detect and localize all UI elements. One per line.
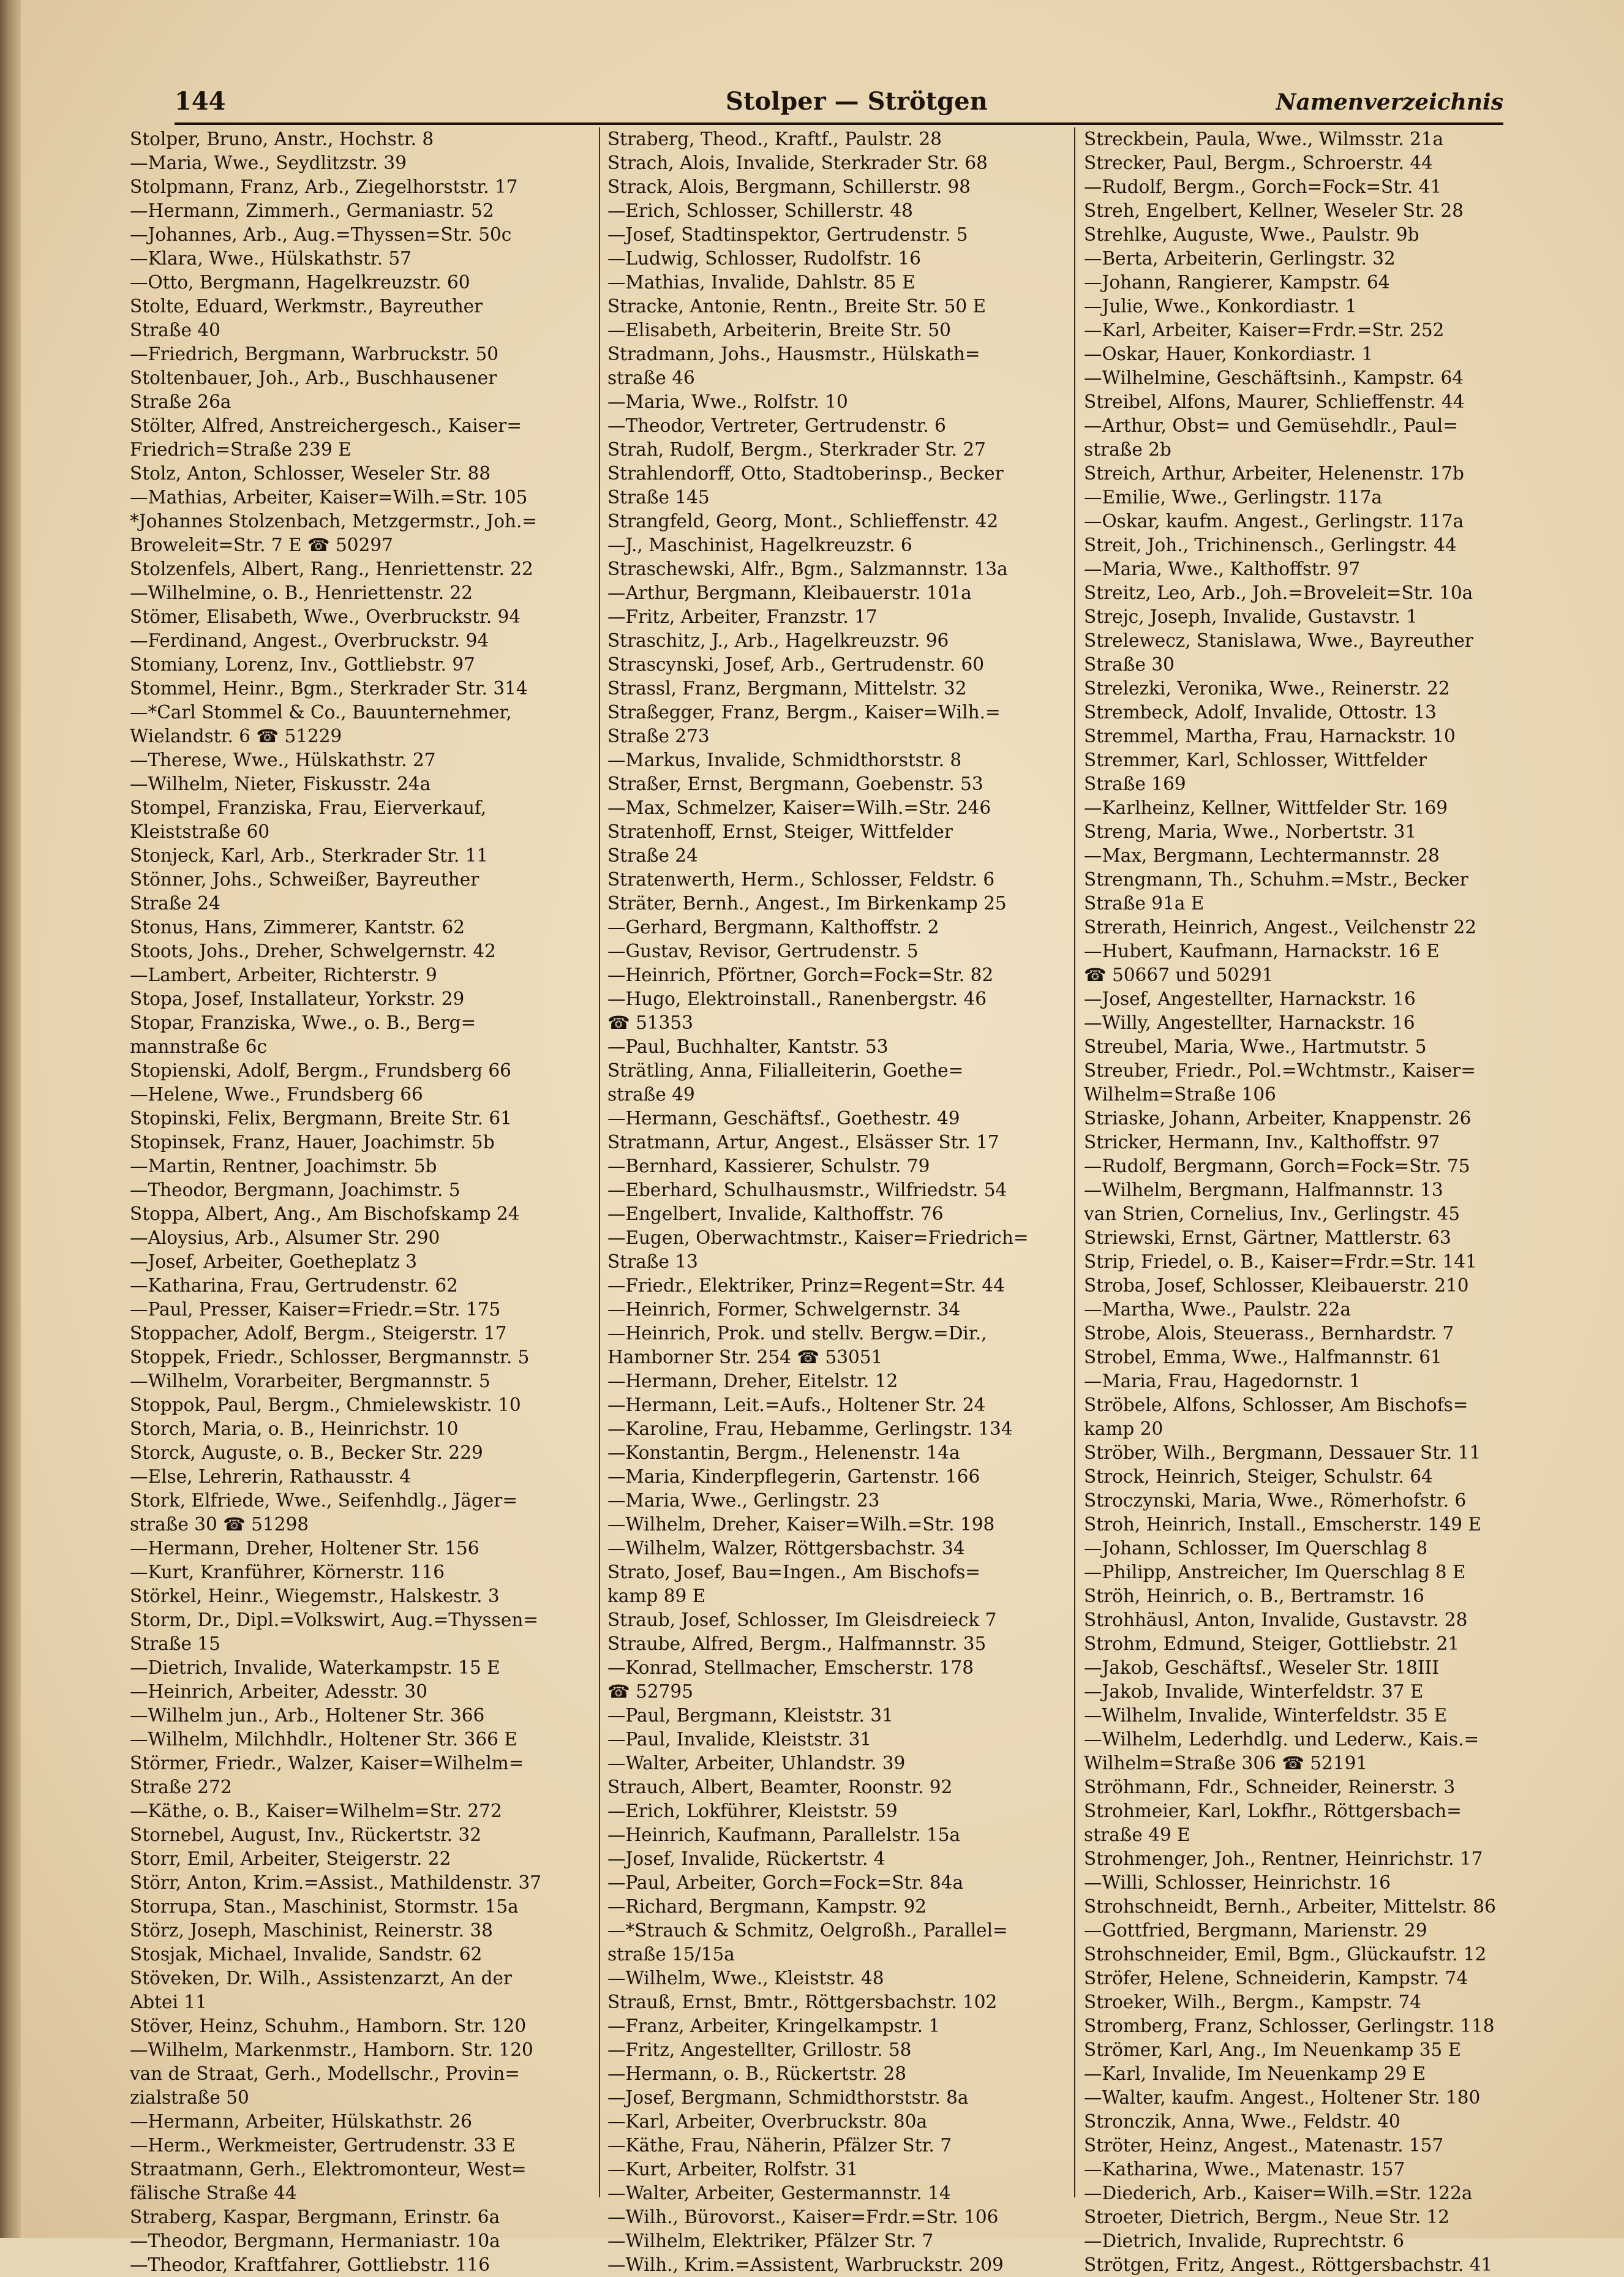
directory-entry-line: Stroeker, Wilh., Bergm., Kampstr. 74	[1084, 1992, 1421, 2012]
directory-entry-line: Straatmann, Gerh., Elektromonteur, West=	[130, 2159, 527, 2180]
directory-entry-line: —Friedr., Elektriker, Prinz=Regent=Str. 44	[607, 1275, 1005, 1296]
directory-entry-line: —Wilhelm, Nieter, Fiskusstr. 24a	[130, 773, 431, 794]
directory-entry-line: Straße 30	[1084, 654, 1175, 675]
directory-entry-line: —Kurt, Kranführer, Körnerstr. 116	[130, 1562, 445, 1583]
directory-entry-line: Straße 40	[130, 320, 220, 341]
directory-entry-line: —Erich, Lokführer, Kleiststr. 59	[607, 1801, 898, 1821]
directory-entry-line: —Jakob, Geschäftsf., Weseler Str. 18III	[1084, 1657, 1439, 1678]
directory-entry-line: straße 46	[607, 367, 695, 388]
directory-entry-line: Strip, Friedel, o. B., Kaiser=Frdr.=Str. 141	[1084, 1251, 1477, 1272]
directory-entry-line: Stopienski, Adolf, Bergm., Frundsberg 66	[130, 1060, 511, 1081]
directory-entry-line: ☎ 51353	[607, 1012, 693, 1033]
directory-entry-line: Hamborner Str. 254 ☎ 53051	[607, 1347, 883, 1368]
directory-entry-line: Stroh, Heinrich, Install., Emscherstr. 149 E	[1084, 1514, 1481, 1535]
directory-entry-line: Straschewski, Alfr., Bgm., Salzmannstr. 13a	[607, 559, 1008, 579]
directory-entry-line: Stöveken, Dr. Wilh., Assistenzarzt, An der	[130, 1968, 513, 1989]
directory-entry-line: —Wilhelm, Elektriker, Pfälzer Str. 7	[607, 2230, 934, 2251]
directory-entry-line: straße 15/15a	[607, 1944, 735, 1965]
directory-entry-line: —Maria, Kinderpflegerin, Gartenstr. 166	[607, 1466, 980, 1487]
directory-entry-line: —Berta, Arbeiterin, Gerlingstr. 32	[1084, 248, 1396, 269]
directory-entry-line: Strohmeier, Karl, Lokfhr., Röttgersbach=	[1084, 1801, 1462, 1821]
directory-entry-line: —Paul, Invalide, Kleiststr. 31	[607, 1729, 872, 1750]
directory-entry-line: Störmer, Friedr., Walzer, Kaiser=Wilhelm=	[130, 1753, 524, 1774]
directory-entry-line: —Dietrich, Invalide, Ruprechtstr. 6	[1084, 2230, 1404, 2251]
directory-entry-line: Ströfer, Helene, Schneiderin, Kampstr. 74	[1084, 1968, 1468, 1989]
directory-entry-line: —Elisabeth, Arbeiterin, Breite Str. 50	[607, 320, 951, 341]
directory-entry-line: Stopar, Franziska, Wwe., o. B., Berg=	[130, 1012, 476, 1033]
directory-entry-line: Stradmann, Johs., Hausmstr., Hülskath=	[607, 344, 980, 364]
directory-entry-line: —Theodor, Bergmann, Joachimstr. 5	[130, 1180, 461, 1200]
directory-entry-line: —Josef, Invalide, Rückertstr. 4	[607, 1848, 885, 1869]
directory-entry-line: Streitz, Leo, Arb., Joh.=Broveleit=Str. 10a	[1084, 582, 1473, 603]
directory-entry-line: Strötgen, Fritz, Angest., Röttgersbachstr. 41	[1084, 2254, 1493, 2275]
directory-entry-line: —Max, Bergmann, Lechtermannstr. 28	[1084, 845, 1440, 866]
directory-entry-line: —Hugo, Elektroinstall., Ranenbergstr. 46	[607, 988, 987, 1009]
directory-entry-line: Kleiststraße 60	[130, 821, 270, 842]
directory-entry-line: —Wilh., Krim.=Assistent, Warbruckstr. 209	[607, 2254, 1004, 2275]
directory-entry-line: van de Straat, Gerh., Modellschr., Provin=	[130, 2063, 520, 2084]
directory-entry-line: —Markus, Invalide, Schmidthorststr. 8	[607, 750, 962, 770]
page-number: 144	[175, 87, 226, 116]
directory-entry-line: Storrupa, Stan., Maschinist, Stormstr. 15a	[130, 1896, 519, 1917]
directory-entry-line: Stonus, Hans, Zimmerer, Kantstr. 62	[130, 917, 465, 938]
directory-entry-line: Stommel, Heinr., Bgm., Sterkrader Str. 314	[130, 678, 528, 699]
directory-entry-line: —Philipp, Anstreicher, Im Querschlag 8 E	[1084, 1562, 1466, 1583]
directory-entry-line: Straberg, Kaspar, Bergmann, Erinstr. 6a	[130, 2207, 500, 2227]
directory-entry-line: Stracke, Antonie, Rentn., Breite Str. 50 E	[607, 296, 987, 317]
directory-entry-line: —Klara, Wwe., Hülskathstr. 57	[130, 248, 412, 269]
directory-entry-line: Stolte, Eduard, Werkmstr., Bayreuther	[130, 296, 483, 317]
directory-entry-line: Storm, Dr., Dipl.=Volkswirt, Aug.=Thyssen=	[130, 1609, 539, 1630]
directory-entry-line: —Wilhelm, Markenmstr., Hamborn. Str. 120	[130, 2039, 533, 2060]
directory-entry-line: —Fritz, Angestellter, Grillostr. 58	[607, 2039, 912, 2060]
directory-entry-line: Straub, Josef, Schlosser, Im Gleisdreieck 7	[607, 1609, 997, 1630]
directory-entry-line: —Bernhard, Kassierer, Schulstr. 79	[607, 1156, 930, 1176]
page-header	[175, 85, 1503, 125]
directory-entry-line: Streuber, Friedr., Pol.=Wchtmstr., Kaiser=	[1084, 1060, 1476, 1081]
directory-entry-line: —Eberhard, Schulhausmstr., Wilfriedstr. 54	[607, 1180, 1007, 1200]
directory-entry-line: —Heinrich, Pförtner, Gorch=Fock=Str. 82	[607, 965, 994, 985]
directory-entry-line: —*Strauch & Schmitz, Oelgroßh., Parallel=	[607, 1920, 1008, 1941]
directory-entry-line: zialstraße 50	[130, 2087, 249, 2108]
directory-entry-line: —Richard, Bergmann, Kampstr. 92	[607, 1896, 927, 1917]
directory-entry-line: —Theodor, Bergmann, Hermaniastr. 10a	[130, 2230, 500, 2251]
directory-entry-line: —Josef, Angestellter, Harnackstr. 16	[1084, 988, 1416, 1009]
directory-entry-line: —Willi, Schlosser, Heinrichstr. 16	[1084, 1872, 1391, 1893]
directory-entry-line: —Heinrich, Arbeiter, Adesstr. 30	[130, 1681, 427, 1702]
directory-entry-line: Straßer, Ernst, Bergmann, Goebenstr. 53	[607, 773, 983, 794]
directory-entry-line: —Erich, Schlosser, Schillerstr. 48	[607, 200, 913, 221]
directory-entry-line: Streit, Joh., Trichinensch., Gerlingstr. 44	[1084, 535, 1457, 555]
directory-entry-line: kamp 89 E	[607, 1586, 706, 1606]
directory-entry-line: —Katharina, Frau, Gertrudenstr. 62	[130, 1275, 458, 1296]
directory-entry-line: —Oskar, Hauer, Konkordiastr. 1	[1084, 344, 1374, 364]
directory-entry-line: Stoppa, Albert, Ang., Am Bischofskamp 24	[130, 1203, 520, 1224]
directory-entry-line: Stölter, Alfred, Anstreichergesch., Kaiser=	[130, 415, 522, 436]
directory-entry-line: Friedrich=Straße 239 E	[130, 439, 351, 460]
directory-entry-line: —Wilhelm jun., Arb., Holtener Str. 366	[130, 1705, 485, 1726]
directory-entry-line: Straße 24	[130, 893, 220, 914]
directory-entry-line: Strohm, Edmund, Steiger, Gottliebstr. 21	[1084, 1633, 1459, 1654]
directory-column-1	[130, 127, 588, 2275]
directory-entry-line: straße 30 ☎ 51298	[130, 1514, 309, 1535]
directory-entry-line: Straße 26a	[130, 391, 231, 412]
section-title: Namenverzeichnis	[1276, 89, 1503, 115]
directory-entry-line: —Maria, Wwe., Gerlingstr. 23	[607, 1490, 880, 1511]
directory-entry-line: —Maria, Frau, Hagedornstr. 1	[1084, 1371, 1361, 1391]
directory-entry-line: —Hubert, Kaufmann, Harnackstr. 16 E	[1084, 941, 1440, 962]
directory-entry-line: —Maria, Wwe., Rolfstr. 10	[607, 391, 848, 412]
directory-entry-line: —Karoline, Frau, Hebamme, Gerlingstr. 134	[607, 1418, 1013, 1439]
directory-entry-line: Stopinsek, Franz, Hauer, Joachimstr. 5b	[130, 1132, 495, 1153]
directory-entry-line: Strato, Josef, Bau=Ingen., Am Bischofs=	[607, 1562, 980, 1583]
directory-entry-line: —Gottfried, Bergmann, Marienstr. 29	[1084, 1920, 1427, 1941]
directory-entry-line: straße 49	[607, 1084, 695, 1105]
directory-entry-line: Strerath, Heinrich, Angest., Veilchenstr 22	[1084, 917, 1477, 938]
directory-entry-line: —Gustav, Revisor, Gertrudenstr. 5	[607, 941, 919, 962]
directory-entry-line: —Walter, Arbeiter, Gestermannstr. 14	[607, 2183, 951, 2204]
directory-entry-line: —Franz, Arbeiter, Kringelkampstr. 1	[607, 2015, 941, 2036]
directory-entry-line: Strejc, Joseph, Invalide, Gustavstr. 1	[1084, 606, 1418, 627]
directory-entry-line: —Helene, Wwe., Frundsberg 66	[130, 1084, 423, 1105]
directory-entry-line: —Fritz, Arbeiter, Franzstr. 17	[607, 606, 878, 627]
directory-entry-line: Stonjeck, Karl, Arb., Sterkrader Str. 11	[130, 845, 489, 866]
directory-entry-line: Wilhelm=Straße 106	[1084, 1084, 1276, 1105]
directory-entry-line: —Wilhelm, Vorarbeiter, Bergmannstr. 5	[130, 1371, 491, 1391]
directory-entry-line: Straße 272	[130, 1777, 232, 1797]
directory-entry-line: Straube, Alfred, Bergm., Halfmannstr. 35	[607, 1633, 987, 1654]
directory-entry-line: Stönner, Johs., Schweißer, Bayreuther	[130, 869, 479, 890]
directory-entry-line: Stolz, Anton, Schlosser, Weseler Str. 88	[130, 463, 491, 484]
directory-entry-line: —Josef, Arbeiter, Goetheplatz 3	[130, 1251, 417, 1272]
directory-entry-line: —Willy, Angestellter, Harnackstr. 16	[1084, 1012, 1415, 1033]
column-divider	[1074, 127, 1075, 2197]
directory-entry-line: —Eugen, Oberwachtmstr., Kaiser=Friedrich=	[607, 1227, 1029, 1248]
directory-entry-line: —Maria, Wwe., Kalthoffstr. 97	[1084, 559, 1361, 579]
directory-entry-line: Striewski, Ernst, Gärtner, Mattlerstr. 63	[1084, 1227, 1451, 1248]
directory-entry-line: Stoltenbauer, Joh., Arb., Buschhausener	[130, 367, 497, 388]
directory-entry-line: —Johannes, Arb., Aug.=Thyssen=Str. 50c	[130, 224, 512, 245]
directory-entry-line: Strack, Alois, Bergmann, Schillerstr. 98	[607, 176, 971, 197]
directory-entry-line: Strecker, Paul, Bergm., Schroerstr. 44	[1084, 152, 1433, 173]
directory-entry-line: Strätling, Anna, Filialleiterin, Goethe=	[607, 1060, 964, 1081]
directory-entry-line: —Theodor, Vertreter, Gertrudenstr. 6	[607, 415, 946, 436]
directory-entry-line: —Karl, Invalide, Im Neuenkamp 29 E	[1084, 2063, 1426, 2084]
directory-entry-line: Stolper, Bruno, Anstr., Hochstr. 8	[130, 129, 434, 149]
directory-entry-line: Straße 91a E	[1084, 893, 1205, 914]
directory-entry-line: —Hermann, Arbeiter, Hülskathstr. 26	[130, 2111, 472, 2132]
directory-entry-line: Stomiany, Lorenz, Inv., Gottliebstr. 97	[130, 654, 475, 675]
directory-entry-line: —Josef, Bergmann, Schmidthorststr. 8a	[607, 2087, 969, 2108]
page-binding-edge	[0, 0, 21, 2238]
directory-entry-line: Stromberg, Franz, Schlosser, Gerlingstr. 118	[1084, 2015, 1495, 2036]
directory-entry-line: Stompel, Franziska, Frau, Eierverkauf,	[130, 797, 487, 818]
directory-entry-line: Sträter, Bernh., Angest., Im Birkenkamp 25	[607, 893, 1007, 914]
directory-entry-line: —Jakob, Invalide, Winterfeldstr. 37 E	[1084, 1681, 1424, 1702]
directory-entry-line: —Otto, Bergmann, Hagelkreuzstr. 60	[130, 272, 470, 293]
directory-entry-line: Straße 15	[130, 1633, 220, 1654]
directory-entry-line: —Maria, Wwe., Seydlitzstr. 39	[130, 152, 407, 173]
directory-entry-line: —Paul, Arbeiter, Gorch=Fock=Str. 84a	[607, 1872, 964, 1893]
directory-entry-line: —Johann, Schlosser, Im Querschlag 8	[1084, 1538, 1428, 1559]
directory-entry-line: Stork, Elfriede, Wwe., Seifenhdlg., Jäger=	[130, 1490, 518, 1511]
directory-entry-line: Strelewecz, Stanislawa, Wwe., Bayreuther	[1084, 630, 1473, 651]
directory-entry-line: —Heinrich, Former, Schwelgernstr. 34	[607, 1299, 961, 1320]
directory-entry-line: Strauß, Ernst, Bmtr., Röttgersbachstr. 102	[607, 1992, 998, 2012]
directory-entry-line: —Arthur, Bergmann, Kleibauerstr. 101a	[607, 582, 972, 603]
directory-entry-line: —Therese, Wwe., Hülskathstr. 27	[130, 750, 436, 770]
directory-entry-line: Streibel, Alfons, Maurer, Schlieffenstr. 44	[1084, 391, 1465, 412]
directory-entry-line: Strock, Heinrich, Steiger, Schulstr. 64	[1084, 1466, 1433, 1487]
directory-entry-line: Ströhmann, Fdr., Schneider, Reinerstr. 3	[1084, 1777, 1456, 1797]
directory-entry-line: Stoppok, Paul, Bergm., Chmielewskistr. 10	[130, 1394, 521, 1415]
directory-entry-line: Stopinski, Felix, Bergmann, Breite Str. 61	[130, 1108, 512, 1129]
directory-entry-line: —Wilhelmine, Geschäftsinh., Kampstr. 64	[1084, 367, 1464, 388]
directory-entry-line: Ströbele, Alfons, Schlosser, Am Bischofs=	[1084, 1394, 1468, 1415]
directory-entry-line: Ströter, Heinz, Angest., Matenastr. 157	[1084, 2135, 1444, 2156]
directory-entry-line: —Mathias, Arbeiter, Kaiser=Wilh.=Str. 105	[130, 487, 528, 508]
directory-entry-line: —Hermann, Zimmerh., Germaniastr. 52	[130, 200, 494, 221]
directory-entry-line: Strah, Rudolf, Bergm., Sterkrader Str. 27	[607, 439, 986, 460]
directory-entry-line: —Wilh., Bürovorst., Kaiser=Frdr.=Str. 106	[607, 2207, 999, 2227]
directory-entry-line: Straschitz, J., Arb., Hagelkreuzstr. 96	[607, 630, 949, 651]
directory-entry-line: Stoppek, Friedr., Schlosser, Bergmannstr. 5	[130, 1347, 530, 1368]
directory-entry-line: Straße 13	[607, 1251, 698, 1272]
directory-entry-line: —Wilhelm, Lederhdlg. und Lederw., Kais.=	[1084, 1729, 1479, 1750]
directory-entry-line: —Konrad, Stellmacher, Emscherstr. 178	[607, 1657, 974, 1678]
directory-entry-line: —Hermann, Geschäftsf., Goethestr. 49	[607, 1108, 960, 1129]
directory-entry-line: —Wilhelm, Bergmann, Halfmannstr. 13	[1084, 1180, 1443, 1200]
directory-entry-line: —Martin, Rentner, Joachimstr. 5b	[130, 1156, 437, 1176]
directory-entry-line: Stosjak, Michael, Invalide, Sandstr. 62	[130, 1944, 483, 1965]
directory-entry-line: Straße 169	[1084, 773, 1186, 794]
directory-entry-line: kamp 20	[1084, 1418, 1163, 1439]
directory-entry-line: —Hermann, Dreher, Eitelstr. 12	[607, 1371, 898, 1391]
directory-entry-line: —Hermann, Dreher, Holtener Str. 156	[130, 1538, 479, 1559]
directory-entry-line: Strobe, Alois, Steuerass., Bernhardstr. 7	[1084, 1323, 1454, 1344]
directory-entry-line: Ströber, Wilh., Bergmann, Dessauer Str. 11	[1084, 1442, 1481, 1463]
directory-entry-line: Stolpmann, Franz, Arb., Ziegelhorststr. 17	[130, 176, 518, 197]
directory-entry-line: —Katharina, Wwe., Matenastr. 157	[1084, 2159, 1405, 2180]
directory-entry-line: Stöver, Heinz, Schuhm., Hamborn. Str. 120	[130, 2015, 527, 2036]
directory-entry-line: —Ferdinand, Angest., Overbruckstr. 94	[130, 630, 489, 651]
directory-entry-line: —J., Maschinist, Hagelkreuzstr. 6	[607, 535, 912, 555]
directory-entry-line: —Else, Lehrerin, Rathausstr. 4	[130, 1466, 412, 1487]
directory-column-3	[1084, 127, 1538, 2275]
directory-entry-line: Strehlke, Auguste, Wwe., Paulstr. 9b	[1084, 224, 1419, 245]
directory-entry-line: Strascynski, Josef, Arb., Gertrudenstr. 60	[607, 654, 985, 675]
directory-entry-line: Straße 145	[607, 487, 710, 508]
directory-entry-line: —Hermann, o. B., Rückertstr. 28	[607, 2063, 907, 2084]
directory-entry-line: —Wilhelm, Walzer, Röttgersbachstr. 34	[607, 1538, 965, 1559]
directory-entry-line: Streich, Arthur, Arbeiter, Helenenstr. 17b	[1084, 463, 1464, 484]
directory-entry-line: —Wilhelmine, o. B., Henriettenstr. 22	[130, 582, 473, 603]
directory-entry-line: Stremmer, Karl, Schlosser, Wittfelder	[1084, 750, 1427, 770]
directory-entry-line: —Herm., Werkmeister, Gertrudenstr. 33 E	[130, 2135, 516, 2156]
directory-entry-line: Wielandstr. 6 ☎ 51229	[130, 726, 342, 747]
directory-entry-line: Storr, Emil, Arbeiter, Steigerstr. 22	[130, 1848, 451, 1869]
directory-entry-line: *Johannes Stolzenbach, Metzgermstr., Joh.=	[130, 511, 538, 532]
directory-entry-line: —Käthe, Frau, Näherin, Pfälzer Str. 7	[607, 2135, 952, 2156]
directory-entry-line: —Johann, Rangierer, Kampstr. 64	[1084, 272, 1390, 293]
directory-entry-line: Strohschneider, Emil, Bgm., Glückaufstr. 12	[1084, 1944, 1487, 1965]
directory-entry-line: Streubel, Maria, Wwe., Hartmutstr. 5	[1084, 1036, 1427, 1057]
directory-entry-line: —Wilhelm, Milchhdlr., Holtener Str. 366 E	[130, 1729, 517, 1750]
directory-entry-line: Streng, Maria, Wwe., Norbertstr. 31	[1084, 821, 1417, 842]
directory-entry-line: —Martha, Wwe., Paulstr. 22a	[1084, 1299, 1351, 1320]
directory-entry-line: Abtei 11	[130, 1992, 207, 2012]
directory-entry-line: ☎ 50667 und 50291	[1084, 965, 1274, 985]
directory-entry-line: —Theodor, Kraftfahrer, Gottliebstr. 116	[130, 2254, 490, 2275]
directory-entry-line: —Karl, Arbeiter, Kaiser=Frdr.=Str. 252	[1084, 320, 1445, 341]
directory-entry-line: van Strien, Cornelius, Inv., Gerlingstr. 45	[1084, 1203, 1460, 1224]
directory-entry-line: —Kurt, Arbeiter, Rolfstr. 31	[607, 2159, 859, 2180]
directory-entry-line: Straberg, Theod., Kraftf., Paulstr. 28	[607, 129, 942, 149]
directory-entry-line: —Wilhelm, Invalide, Winterfeldstr. 35 E	[1084, 1705, 1448, 1726]
directory-entry-line: Ströh, Heinrich, o. B., Bertramstr. 16	[1084, 1586, 1424, 1606]
directory-entry-line: Storch, Maria, o. B., Heinrichstr. 10	[130, 1418, 459, 1439]
directory-entry-line: Strembeck, Adolf, Invalide, Ottostr. 13	[1084, 702, 1437, 723]
directory-entry-line: Stricker, Hermann, Inv., Kalthoffstr. 97	[1084, 1132, 1440, 1153]
directory-entry-line: ☎ 52795	[607, 1681, 693, 1702]
directory-entry-line: —Heinrich, Kaufmann, Parallelstr. 15a	[607, 1824, 961, 1845]
directory-entry-line: —Gerhard, Bergmann, Kalthoffstr. 2	[607, 917, 939, 938]
directory-entry-line: Strach, Alois, Invalide, Sterkrader Str. 68	[607, 152, 988, 173]
directory-entry-line: —Arthur, Obst= und Gemüsehdlr., Paul=	[1084, 415, 1458, 436]
directory-entry-line: Strelezki, Veronika, Wwe., Reinerstr. 22	[1084, 678, 1450, 699]
directory-entry-line: —Wilhelm, Dreher, Kaiser=Wilh.=Str. 198	[607, 1514, 995, 1535]
directory-entry-line: —*Carl Stommel & Co., Bauunternehmer,	[130, 702, 512, 723]
directory-entry-line: —Paul, Buchhalter, Kantstr. 53	[607, 1036, 889, 1057]
directory-entry-line: Stremmel, Martha, Frau, Harnackstr. 10	[1084, 726, 1456, 747]
directory-entry-line: Broweleit=Str. 7 E ☎ 50297	[130, 535, 393, 555]
directory-entry-line: —Aloysius, Arb., Alsumer Str. 290	[130, 1227, 440, 1248]
directory-entry-line: Stömer, Elisabeth, Wwe., Overbruckstr. 94	[130, 606, 521, 627]
directory-entry-line: Störkel, Heinr., Wiegemstr., Halskestr. 3	[130, 1586, 500, 1606]
directory-entry-line: —Engelbert, Invalide, Kalthoffstr. 76	[607, 1203, 944, 1224]
directory-entry-line: Straße 24	[607, 845, 698, 866]
directory-entry-line: —Rudolf, Bergm., Gorch=Fock=Str. 41	[1084, 176, 1442, 197]
directory-entry-line: —Rudolf, Bergmann, Gorch=Fock=Str. 75	[1084, 1156, 1470, 1176]
directory-entry-line: —Konstantin, Bergm., Helenenstr. 14a	[607, 1442, 960, 1463]
directory-entry-line: Strohmenger, Joh., Rentner, Heinrichstr. 17	[1084, 1848, 1483, 1869]
directory-entry-line: Stroczynski, Maria, Wwe., Römerhofstr. 6	[1084, 1490, 1467, 1511]
directory-entry-line: Strohschneidt, Bernh., Arbeiter, Mittelstr. 86	[1084, 1896, 1496, 1917]
directory-entry-line: —Karlheinz, Kellner, Wittfelder Str. 169	[1084, 797, 1448, 818]
directory-entry-line: fälische Straße 44	[130, 2183, 297, 2204]
name-range: Stolper — Strötgen	[726, 87, 988, 116]
directory-entry-line: Stroeter, Dietrich, Bergm., Neue Str. 12	[1084, 2207, 1450, 2227]
directory-entry-line: —Wilhelm, Wwe., Kleiststr. 48	[607, 1968, 884, 1989]
directory-entry-line: Straßegger, Franz, Bergm., Kaiser=Wilh.=	[607, 702, 1001, 723]
directory-entry-line: Stroba, Josef, Schlosser, Kleibauerstr. 210	[1084, 1275, 1469, 1296]
directory-entry-line: Stopa, Josef, Installateur, Yorkstr. 29	[130, 988, 465, 1009]
directory-entry-line: Strangfeld, Georg, Mont., Schlieffenstr. 42	[607, 511, 999, 532]
directory-entry-line: —Emilie, Wwe., Gerlingstr. 117a	[1084, 487, 1383, 508]
directory-entry-line: Stolzenfels, Albert, Rang., Henriettenstr. 22	[130, 559, 533, 579]
directory-entry-line: straße 49 E	[1084, 1824, 1190, 1845]
directory-entry-line: —Oskar, kaufm. Angest., Gerlingstr. 117a	[1084, 511, 1464, 532]
directory-entry-line: Strengmann, Th., Schuhm.=Mstr., Becker	[1084, 869, 1468, 890]
directory-entry-line: —Paul, Presser, Kaiser=Friedr.=Str. 175	[130, 1299, 501, 1320]
directory-entry-line: —Friedrich, Bergmann, Warbruckstr. 50	[130, 344, 499, 364]
directory-entry-line: —Josef, Stadtinspektor, Gertrudenstr. 5	[607, 224, 968, 245]
directory-entry-line: Störr, Anton, Krim.=Assist., Mathildenstr. 37	[130, 1872, 542, 1893]
directory-entry-line: Storck, Auguste, o. B., Becker Str. 229	[130, 1442, 483, 1463]
directory-entry-line: Stronczik, Anna, Wwe., Feldstr. 40	[1084, 2111, 1400, 2132]
directory-entry-line: Strassl, Franz, Bergmann, Mittelstr. 32	[607, 678, 967, 699]
directory-entry-line: —Walter, kaufm. Angest., Holtener Str. 180	[1084, 2087, 1481, 2108]
directory-entry-line: Strohhäusl, Anton, Invalide, Gustavstr. 28	[1084, 1609, 1468, 1630]
directory-entry-line: Stratenhoff, Ernst, Steiger, Wittfelder	[607, 821, 953, 842]
directory-entry-line: —Dietrich, Invalide, Waterkampstr. 15 E	[130, 1657, 500, 1678]
directory-entry-line: —Mathias, Invalide, Dahlstr. 85 E	[607, 272, 915, 293]
directory-entry-line: —Käthe, o. B., Kaiser=Wilhelm=Str. 272	[130, 1801, 502, 1821]
directory-entry-line: Stratenwerth, Herm., Schlosser, Feldstr. 6	[607, 869, 995, 890]
directory-entry-line: —Diederich, Arb., Kaiser=Wilh.=Str. 122a	[1084, 2183, 1473, 2204]
directory-entry-line: Striaske, Johann, Arbeiter, Knappenstr. 26	[1084, 1108, 1472, 1129]
directory-entry-line: —Julie, Wwe., Konkordiastr. 1	[1084, 296, 1357, 317]
directory-entry-line: —Heinrich, Prok. und stellv. Bergw.=Dir.,	[607, 1323, 987, 1344]
directory-entry-line: Strömer, Karl, Ang., Im Neuenkamp 35 E	[1084, 2039, 1462, 2060]
directory-entry-line: Strobel, Emma, Wwe., Halfmannstr. 61	[1084, 1347, 1442, 1368]
directory-entry-line: mannstraße 6c	[130, 1036, 268, 1057]
directory-entry-line: Stornebel, August, Inv., Rückertstr. 32	[130, 1824, 481, 1845]
directory-entry-line: —Walter, Arbeiter, Uhlandstr. 39	[607, 1753, 906, 1774]
directory-entry-line: —Lambert, Arbeiter, Richterstr. 9	[130, 965, 437, 985]
directory-entry-line: Wilhelm=Straße 306 ☎ 52191	[1084, 1753, 1368, 1774]
directory-entry-line: Störz, Joseph, Maschinist, Reinerstr. 38	[130, 1920, 493, 1941]
directory-entry-line: Streh, Engelbert, Kellner, Weseler Str. 28	[1084, 200, 1464, 221]
directory-entry-line: —Karl, Arbeiter, Overbruckstr. 80a	[607, 2111, 928, 2132]
directory-column-2	[607, 127, 1063, 2275]
directory-entry-line: —Max, Schmelzer, Kaiser=Wilh.=Str. 246	[607, 797, 991, 818]
directory-entry-line: Streckbein, Paula, Wwe., Wilmsstr. 21a	[1084, 129, 1444, 149]
directory-entry-line: Stoots, Johs., Dreher, Schwelgernstr. 42	[130, 941, 496, 962]
directory-entry-line: Strauch, Albert, Beamter, Roonstr. 92	[607, 1777, 953, 1797]
directory-entry-line: straße 2b	[1084, 439, 1171, 460]
directory-entry-line: Stratmann, Artur, Angest., Elsässer Str. 17	[607, 1132, 999, 1153]
directory-entry-line: —Paul, Bergmann, Kleiststr. 31	[607, 1705, 893, 1726]
directory-entry-line: Strahlendorff, Otto, Stadtoberinsp., Becker	[607, 463, 1004, 484]
directory-entry-line: —Ludwig, Schlosser, Rudolfstr. 16	[607, 248, 921, 269]
directory-entry-line: Straße 273	[607, 726, 710, 747]
directory-entry-line: Stoppacher, Adolf, Bergm., Steigerstr. 17	[130, 1323, 507, 1344]
directory-entry-line: —Hermann, Leit.=Aufs., Holtener Str. 24	[607, 1394, 986, 1415]
column-divider	[599, 127, 600, 2197]
